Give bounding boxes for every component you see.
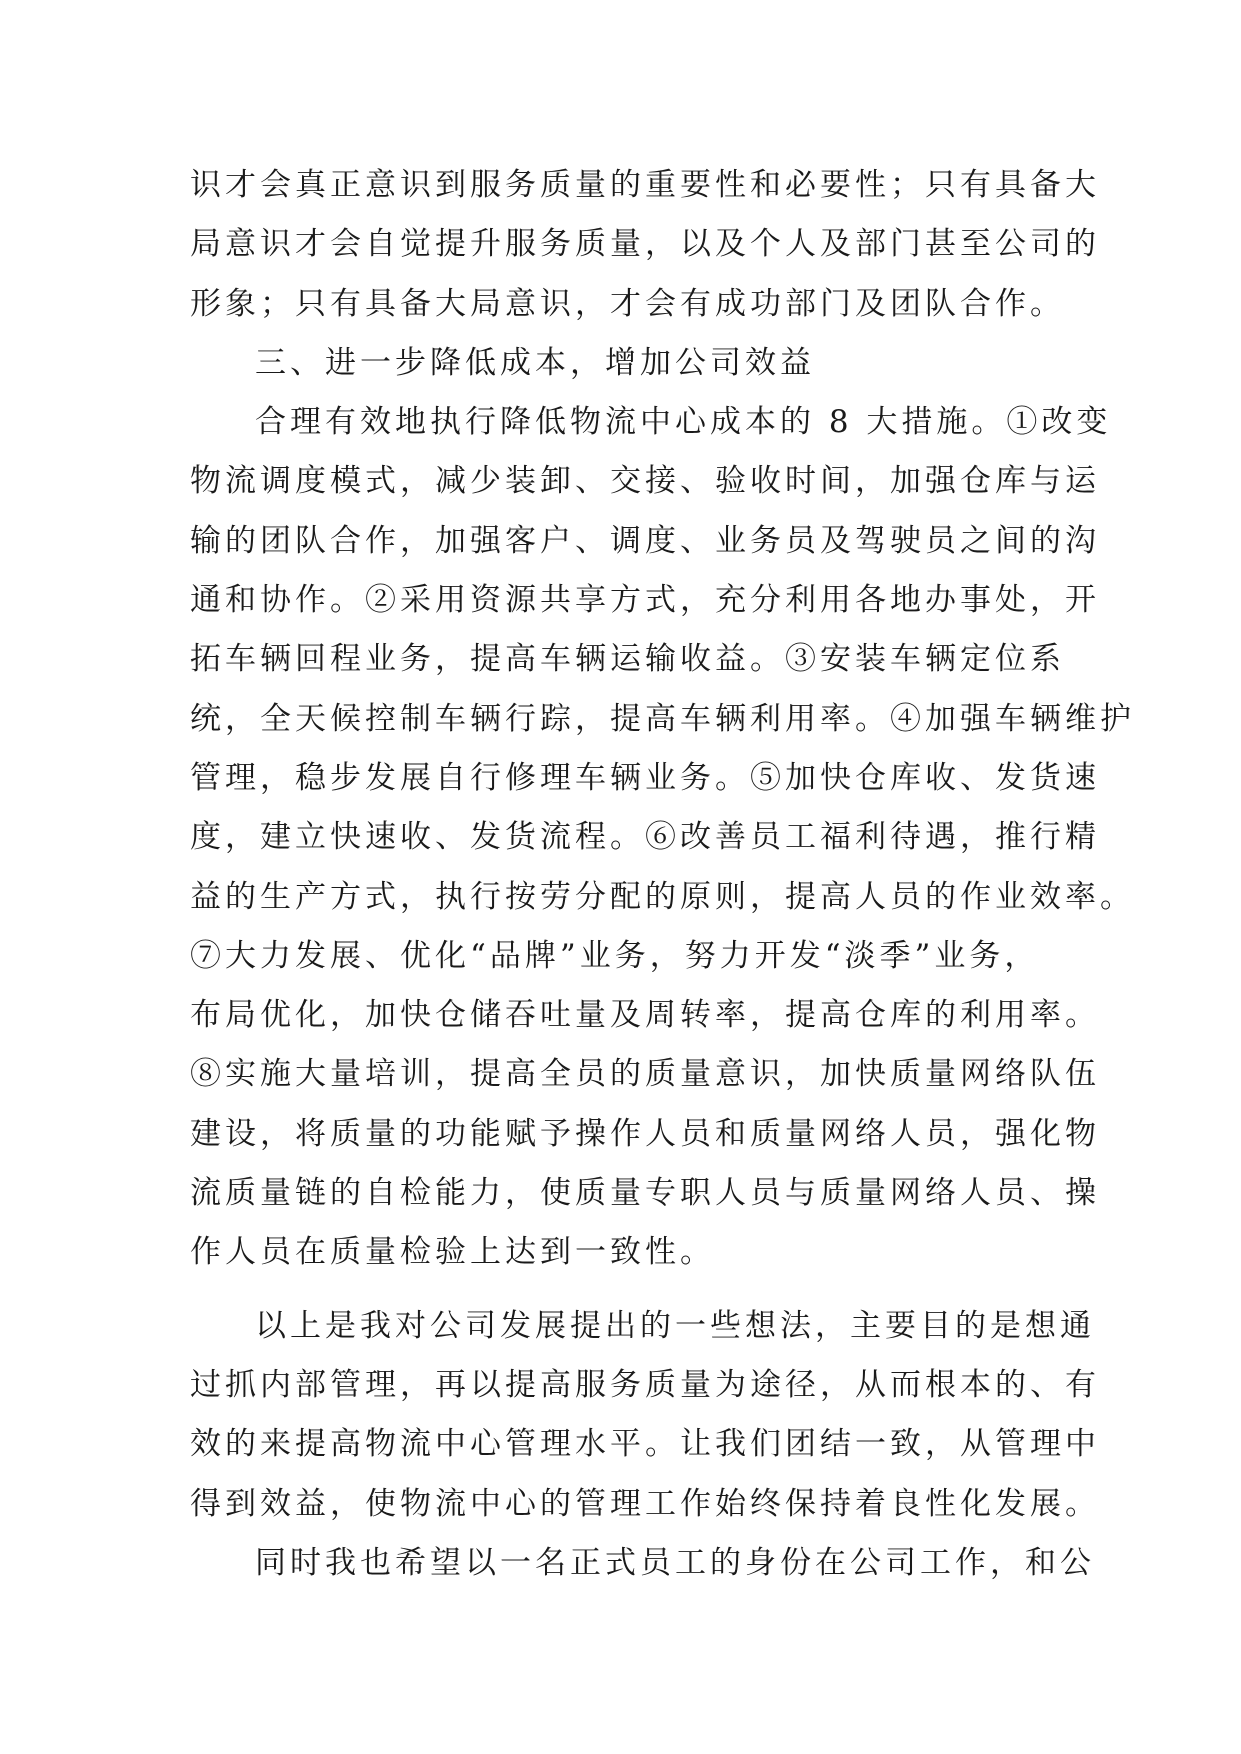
text-line: 识才会真正意识到服务质量的重要性和必要性；只有具备大 <box>190 167 1100 203</box>
paragraph-continuation <box>190 156 1100 334</box>
document-body <box>190 156 1135 1593</box>
text-line: 布局优化，加快仓储吞吐量及周转率，提高仓库的利用率。 <box>190 997 1100 1034</box>
text-line: ⑦大力发展、优化“品牌”业务，努力开发“淡季”业务， <box>190 937 1040 974</box>
paragraph-closing <box>190 1534 1095 1593</box>
text-line: ⑧实施大量培训，提高全员的质量意识，加快质量网络队伍 <box>190 1056 1100 1093</box>
text-line: 物流调度模式，减少装卸、交接、验收时间，加强仓库与运 <box>190 463 1100 500</box>
text-line: 效的来提高物流中心管理水平。让我们团结一致，从管理中 <box>190 1426 1100 1463</box>
section-heading <box>190 334 1050 393</box>
text-line: 形象；只有具备大局意识，才会有成功部门及团队合作。 <box>190 285 1065 322</box>
section-heading-text: 三、进一步降低成本，增加公司效益 <box>255 344 815 381</box>
paragraph-spacing <box>190 1283 1050 1297</box>
text-line: 管理，稳步发展自行修理车辆业务。⑤加快仓库收、发货速 <box>190 759 1100 796</box>
text-line: 输的团队合作，加强客户、调度、业务员及驾驶员之间的沟 <box>190 522 1100 559</box>
text-line: 同时我也希望以一名正式员工的身份在公司工作，和公 <box>255 1544 1095 1581</box>
text-line: 度，建立快速收、发货流程。⑥改善员工福利待遇，推行精 <box>190 819 1100 856</box>
text-line: 得到效益，使物流中心的管理工作始终保持着良性化发展。 <box>190 1485 1100 1522</box>
text-line: 以上是我对公司发展提出的一些想法，主要目的是想通 <box>255 1307 1095 1344</box>
text-line: 通和协作。②采用资源共享方式，充分利用各地办事处，开 <box>190 582 1100 619</box>
text-line: 建设，将质量的功能赋予操作人员和质量网络人员，强化物 <box>190 1115 1100 1152</box>
text-line: 合理有效地执行降低物流中心成本的 8 大措施。①改变 <box>255 404 1112 441</box>
paragraph-cost-measures <box>190 393 1135 1282</box>
text-line: 拓车辆回程业务，提高车辆运输收益。③安装车辆定位系 <box>190 641 1065 678</box>
text-line: 作人员在质量检验上达到一致性。 <box>190 1234 715 1271</box>
text-line: 过抓内部管理，再以提高服务质量为途径，从而根本的、有 <box>190 1366 1100 1403</box>
text-line: 流质量链的自检能力，使质量专职人员与质量网络人员、操 <box>190 1175 1100 1212</box>
text-line: 局意识才会自觉提升服务质量，以及个人及部门甚至公司的 <box>190 226 1100 263</box>
text-line: 统，全天候控制车辆行踪，提高车辆利用率。④加强车辆维护 <box>190 700 1135 737</box>
text-line: 益的生产方式，执行按劳分配的原则，提高人员的作业效率。 <box>190 878 1135 915</box>
paragraph-summary <box>190 1297 1100 1534</box>
